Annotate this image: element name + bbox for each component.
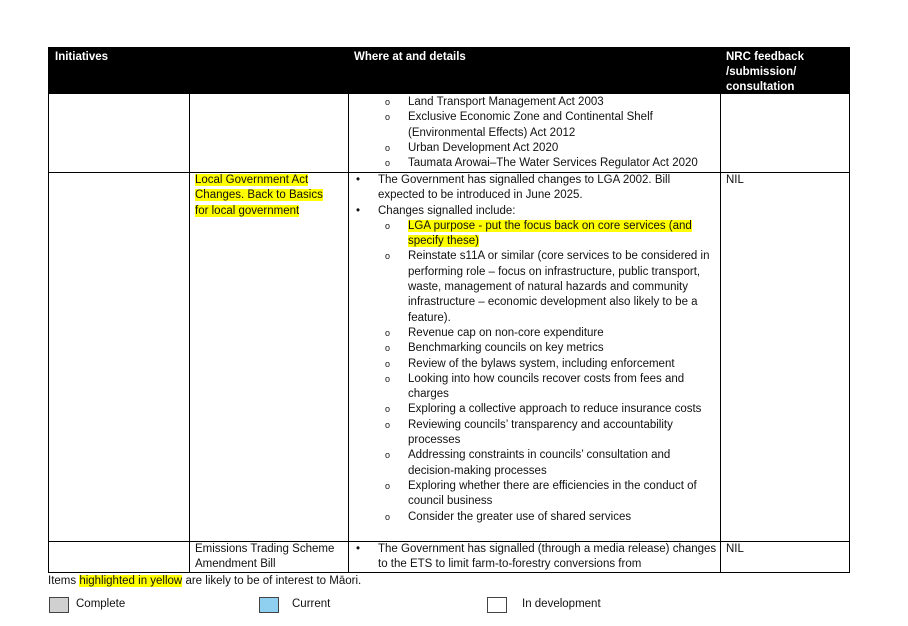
list-item: • Changes signalled include: [352,204,718,219]
table-border-right [849,94,850,573]
row2-details [352,173,718,525]
legend-swatch-complete [49,597,69,613]
header-feedback: NRC feedback /submission/ consultation [726,51,804,93]
list-item: o Land Transport Management Act 2003 [352,95,718,110]
list-item: o Benchmarking councils on key metrics [352,341,718,356]
row3-details [352,542,718,572]
col-divider-1 [189,94,190,573]
list-item: o Exclusive Economic Zone and Continental Shelf (Environmental Effects) Act 2012 [352,110,718,141]
list-item: o Addressing constraints in councils’ consultation and decision-making processes [352,448,718,479]
initiative-label: Local Government Act Changes. Back to Basics for local government [195,174,323,217]
table-header [48,47,850,94]
footnote-highlight: highlighted in yellow [79,575,183,587]
list-item: o Review of the bylaws system, including enforcement [352,357,718,372]
legend-label-current: Current [292,598,331,610]
col-divider-3 [720,94,721,573]
list-item [352,219,718,250]
list-item: o Consider the greater use of shared services [352,510,718,525]
list-item: o Exploring a collective approach to reduce insurance costs [352,402,718,417]
header-details: Where at and details [354,51,466,63]
row2-feedback: NIL [726,174,744,186]
header-initiatives: Initiatives [55,51,109,63]
list-item: • The Government has signalled (through a media release) changes to the ETS to limit farm-to-forestry conversions from [352,542,718,572]
list-item: o Taumata Arowai–The Water Services Regulator Act 2020 [352,156,718,171]
highlighted-text: LGA purpose - put the focus back on core services (and specify these) [408,219,692,248]
row2-initiative [195,173,323,219]
footnote-suffix: are likely to be of interest to Māori. [182,575,362,587]
list-item: o Revenue cap on non-core expenditure [352,326,718,341]
list-item: o Looking into how councils recover costs from fees and charges [352,372,718,403]
table-border-bottom [48,572,850,573]
footnote-prefix: Items [48,575,80,587]
col-divider-2 [348,94,349,573]
list-item: o Reviewing councils’ transparency and accountability processes [352,418,718,449]
legend-swatch-current [259,597,279,613]
row1-details [352,95,718,171]
table-border-left [48,94,49,573]
legend-label-complete: Complete [76,598,126,610]
legend-swatch-in-development [487,597,507,613]
list-item: o Reinstate s11A or similar (core services to be considered in performing role – focus on infrastructure, public transport, waste, management of natural hazards and community infrastructure – economic development also likely to be a feature). [352,249,718,325]
list-item: o Urban Development Act 2020 [352,141,718,156]
list-item: • The Government has signalled changes to LGA 2002. Bill expected to be introduced in June 2025. [352,173,718,204]
list-item: o Exploring whether there are efficiencies in the conduct of council business [352,479,718,510]
row3-feedback: NIL [726,543,744,555]
legend-label-in-development: In development [522,598,601,610]
row3-initiative: Emissions Trading Scheme Amendment Bill [195,543,335,571]
footnote [48,575,361,587]
